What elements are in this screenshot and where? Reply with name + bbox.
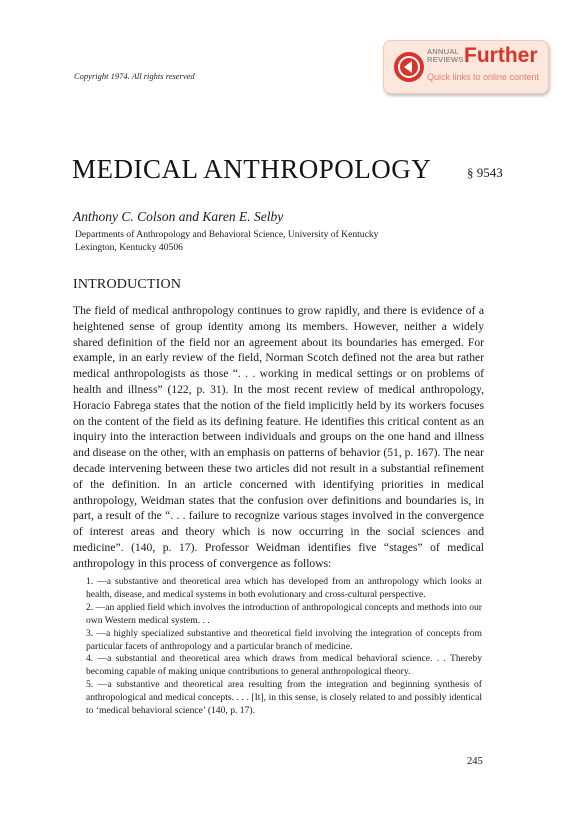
- body-paragraph: The field of medical anthropology continues to grow rapidly, and there is evidence of a heightened sense of group identity among its members. However, neither a widely shared definition of the field nor an agreement about its boundaries has emerged. For example, in an early review of the field, Norman Scotch defined not the area but rather medical anthropologists as those “. . . working in medical settings or on problems of health and illness” (122, p. 31). In the most recent review of medical anthropology, Horacio Fabrega states that the notion of the field implicitly held by its workers focuses on the content of the field as its defining feature. He identifies this critical content as an inquiry into the interaction between individuals and groups on the one hand and illness and disease on the other, with an emphasis on patterns of behavior (51, p. 167). The near decade intervening between these two articles did not result in a substantial refinement of the definition. In an article concerned with identifying priorities in medical anthropology, Weidman states that the confusion over definitions and boundaries is, in part, a result of the “. . . failure to recognize various stages involved in the convergence of interest areas and theory which is now occurring in the social sciences and medicine”. (140, p. 17). Professor Weidman identifies five “stages” of medical anthropology in this process of convergence as follows:: [73, 304, 484, 570]
- article-title: MEDICAL ANTHROPOLOGY: [72, 154, 432, 184]
- affiliation-line-2: Lexington, Kentucky 40506: [75, 242, 183, 253]
- author-affiliation: [75, 228, 378, 254]
- badge-annual-reviews-label: [427, 48, 464, 64]
- badge-reviews-text: REVIEWS: [427, 55, 464, 64]
- list-item: 2. —an applied field which involves the introduction of anthropological concepts and methods into our own Western medical system. . .: [86, 601, 482, 626]
- list-item: 3. —a highly specialized substantive and theoretical field involving the integration of concepts from particular facets of anthropology and a particular branch of medicine.: [86, 627, 482, 652]
- list-item: 4. —a substantial and theoretical area which draws from medical behavioral science. . . Thereby becoming capable of making unique contributions to general anthropological theory.: [86, 653, 482, 678]
- badge-annual-text: ANNUAL: [427, 47, 460, 56]
- badge-subtitle: Quick links to online content: [427, 72, 540, 82]
- badge-further-label: Further: [464, 44, 538, 67]
- article-authors: Anthony C. Colson and Karen E. Selby: [73, 209, 284, 224]
- section-heading: INTRODUCTION: [73, 277, 182, 292]
- list-item: 5. —a substantive and theoretical area resulting from the integration and beginning synthesis of anthropological and medical concepts. . . . [It], in this sense, is closely related to and possibly identical to ‘medical behavioral science’ (140, p. 17).: [86, 679, 482, 717]
- arrow-left-icon: [394, 52, 424, 82]
- list-item: 1. —a substantive and theoretical area which has developed from an anthropology which looks at health, disease, and medical systems in both evolutionary and cross-cultural perspective.: [86, 576, 482, 600]
- copyright-notice: Copyright 1974. All rights reserved: [74, 71, 195, 81]
- further-reviews-badge[interactable]: [383, 40, 549, 94]
- page-number: 245: [467, 756, 483, 767]
- affiliation-line-1: Departments of Anthropology and Behavioral Science, University of Kentucky: [75, 229, 379, 240]
- stages-list: [86, 576, 482, 718]
- section-code: § 9543: [467, 165, 503, 180]
